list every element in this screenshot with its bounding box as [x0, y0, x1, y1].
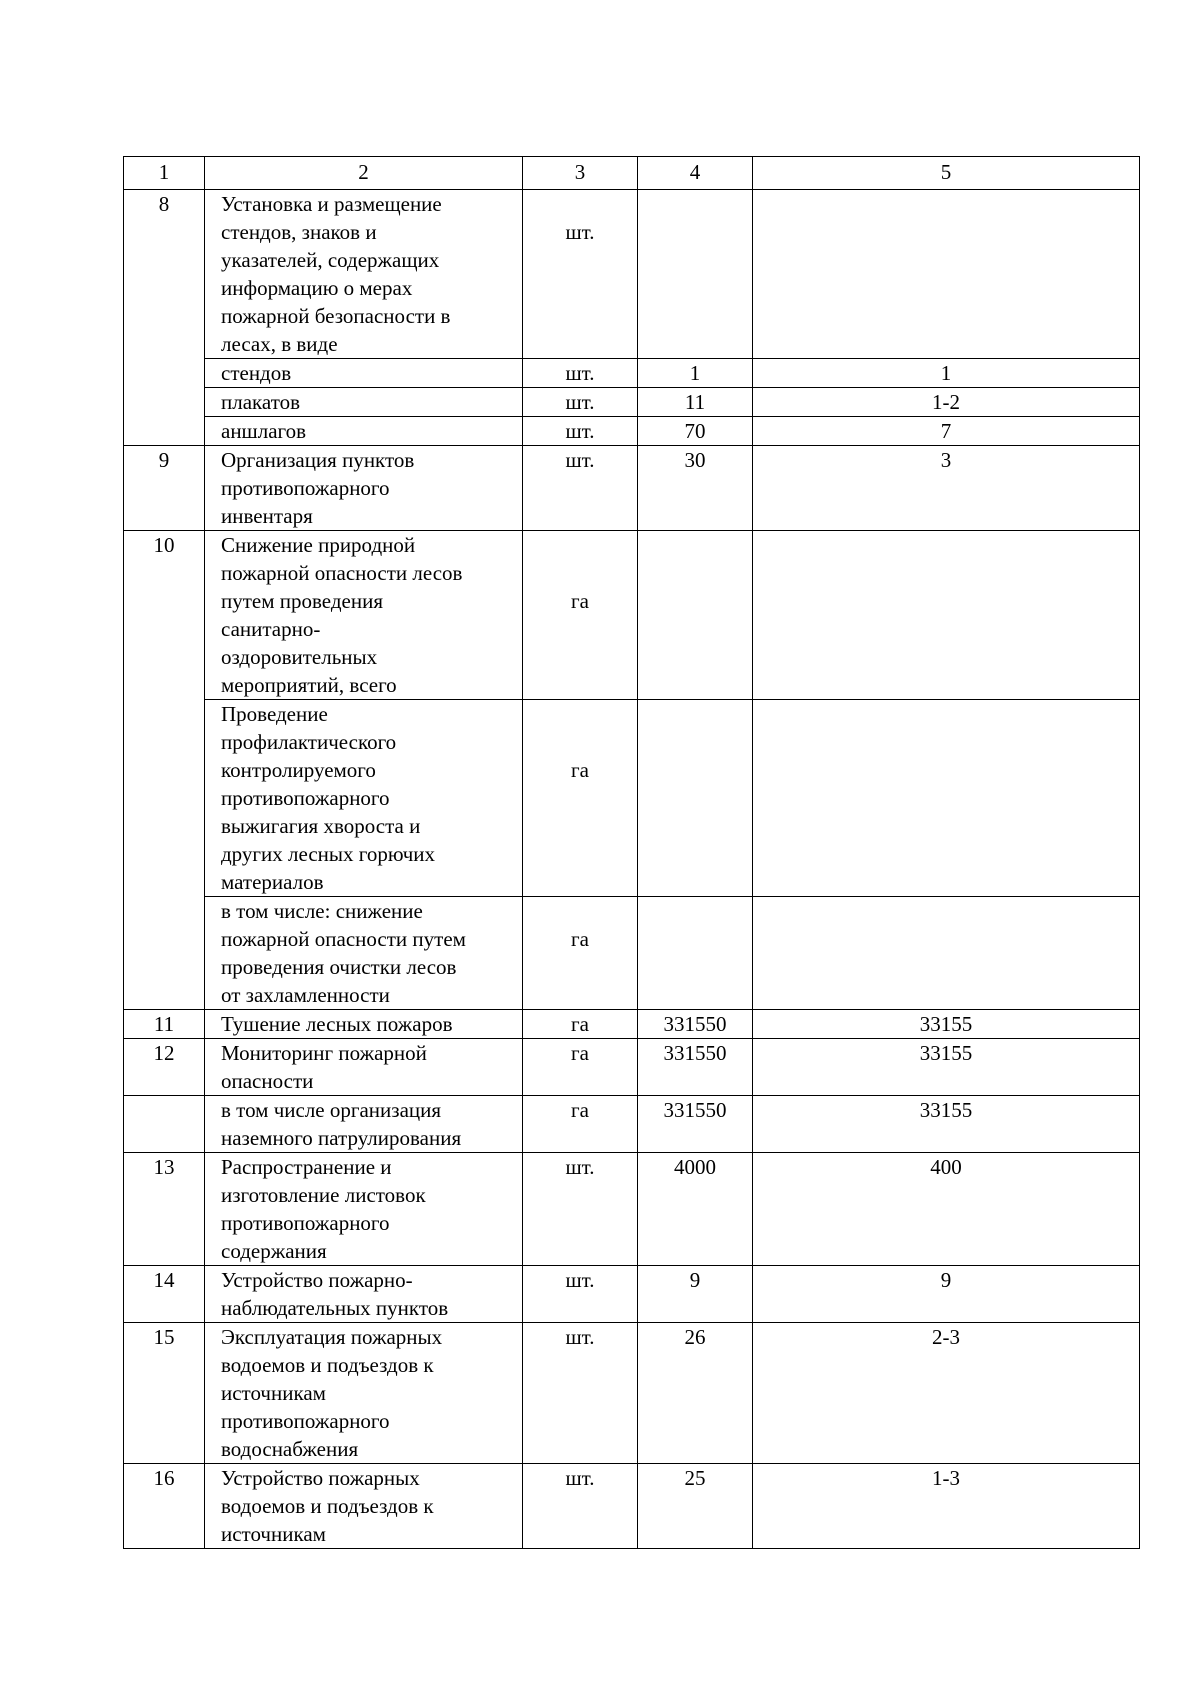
row-name: Распространение и изготовление листовок противопожарного содержания	[205, 1153, 523, 1266]
header-col-5: 5	[753, 157, 1140, 190]
row-annual: 1	[753, 359, 1140, 388]
row-unit: шт.	[523, 359, 638, 388]
row-annual: 3	[753, 446, 1140, 531]
row-number: 9	[124, 446, 205, 531]
row-unit: шт.	[523, 388, 638, 417]
row-name: аншлагов	[205, 417, 523, 446]
row-annual: 1-2	[753, 388, 1140, 417]
header-col-1: 1	[124, 157, 205, 190]
row-annual: 1-3	[753, 1464, 1140, 1549]
table-row	[124, 1096, 1140, 1153]
row-annual: 2-3	[753, 1323, 1140, 1464]
table-row	[124, 531, 1140, 700]
table-row	[124, 700, 1140, 897]
table-row	[124, 1153, 1140, 1266]
row-unit: га	[523, 1010, 638, 1039]
row-total: 331550	[638, 1096, 753, 1153]
row-total: 331550	[638, 1039, 753, 1096]
row-annual: 400	[753, 1153, 1140, 1266]
row-number: 14	[124, 1266, 205, 1323]
row-name: в том числе: снижение пожарной опасности путем проведения очистки лесов от захламленности	[205, 897, 523, 1010]
row-name: Мониторинг пожарной опасности	[205, 1039, 523, 1096]
row-number: 16	[124, 1464, 205, 1549]
row-number: 11	[124, 1010, 205, 1039]
row-total: 25	[638, 1464, 753, 1549]
header-col-4: 4	[638, 157, 753, 190]
row-name: стендов	[205, 359, 523, 388]
row-total	[638, 700, 753, 897]
row-total: 9	[638, 1266, 753, 1323]
row-total: 11	[638, 388, 753, 417]
row-name: Снижение природной пожарной опасности лесов путем проведения санитарно- оздоровительных мероприятий, всего	[205, 531, 523, 700]
table-row	[124, 446, 1140, 531]
row-name: Тушение лесных пожаров	[205, 1010, 523, 1039]
row-total	[638, 531, 753, 700]
row-unit: га	[523, 897, 638, 1010]
row-name: Установка и размещение стендов, знаков и указателей, содержащих информацию о мерах пожарной безопасности в лесах, в виде	[205, 190, 523, 359]
row-unit: га	[523, 700, 638, 897]
measures-table	[123, 156, 1140, 1549]
row-annual	[753, 190, 1140, 359]
table-row	[124, 897, 1140, 1010]
row-name: плакатов	[205, 388, 523, 417]
row-name: Организация пунктов противопожарного инвентаря	[205, 446, 523, 531]
row-total	[638, 190, 753, 359]
row-number: 13	[124, 1153, 205, 1266]
table-row	[124, 417, 1140, 446]
table-row	[124, 190, 1140, 359]
row-total: 30	[638, 446, 753, 531]
row-annual: 33155	[753, 1039, 1140, 1096]
table-row	[124, 1266, 1140, 1323]
header-col-3: 3	[523, 157, 638, 190]
table-row	[124, 388, 1140, 417]
row-unit: шт.	[523, 1153, 638, 1266]
row-annual	[753, 531, 1140, 700]
row-name: Проведение профилактического контролируемого противопожарного выжигагия хвороста и других лесных горючих материалов	[205, 700, 523, 897]
row-name: в том числе организация наземного патрулирования	[205, 1096, 523, 1153]
row-unit: шт.	[523, 190, 638, 359]
row-number: 12	[124, 1039, 205, 1096]
row-unit: шт.	[523, 1323, 638, 1464]
table-row	[124, 1010, 1140, 1039]
row-total: 70	[638, 417, 753, 446]
row-number: 8	[124, 190, 205, 446]
row-total	[638, 897, 753, 1010]
table-header-row	[124, 157, 1140, 190]
row-unit: шт.	[523, 417, 638, 446]
row-total: 26	[638, 1323, 753, 1464]
row-unit: га	[523, 1039, 638, 1096]
row-name: Эксплуатация пожарных водоемов и подъездов к источникам противопожарного водоснабжения	[205, 1323, 523, 1464]
row-number	[124, 1096, 205, 1153]
table-row	[124, 1464, 1140, 1549]
row-annual	[753, 700, 1140, 897]
row-annual: 9	[753, 1266, 1140, 1323]
table-row	[124, 359, 1140, 388]
row-number: 15	[124, 1323, 205, 1464]
row-total: 1	[638, 359, 753, 388]
row-total: 331550	[638, 1010, 753, 1039]
row-name: Устройство пожарно- наблюдательных пунктов	[205, 1266, 523, 1323]
row-unit: га	[523, 531, 638, 700]
row-number: 10	[124, 531, 205, 1010]
table-row	[124, 1039, 1140, 1096]
row-unit: шт.	[523, 1464, 638, 1549]
row-name: Устройство пожарных водоемов и подъездов к источникам	[205, 1464, 523, 1549]
row-annual	[753, 897, 1140, 1010]
row-unit: шт.	[523, 446, 638, 531]
header-col-2: 2	[205, 157, 523, 190]
row-unit: шт.	[523, 1266, 638, 1323]
row-unit: га	[523, 1096, 638, 1153]
row-total: 4000	[638, 1153, 753, 1266]
table-row	[124, 1323, 1140, 1464]
row-annual: 33155	[753, 1096, 1140, 1153]
row-annual: 33155	[753, 1010, 1140, 1039]
row-annual: 7	[753, 417, 1140, 446]
